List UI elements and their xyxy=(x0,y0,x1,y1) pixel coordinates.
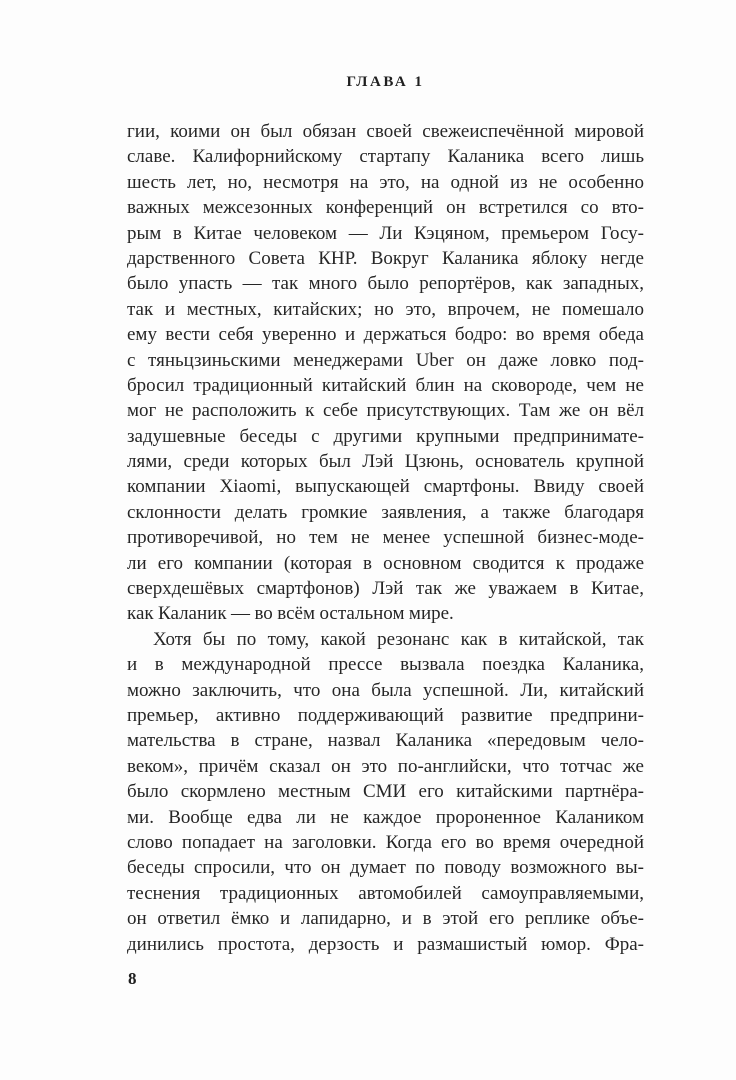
text-line: лями, среди которых был Лэй Цзюнь, основатель крупной xyxy=(127,451,644,473)
text-line: ми. Вообще едва ли не каждое пророненное Калаником xyxy=(127,806,644,828)
text-line: мательства в стране, назвал Каланика «передовым чело- xyxy=(127,730,644,752)
text-line: склонности делать громкие заявления, а также благодаря xyxy=(127,501,644,523)
text-line: бросил традиционный китайский блин на сковороде, чем не xyxy=(127,374,644,396)
text-line: ему вести себя уверенно и держаться бодро: во время обеда xyxy=(127,324,644,346)
text-line: так и местных, китайских; но это, впрочем, не помешало xyxy=(127,298,644,320)
text-line: он ответил ёмко и лапидарно, и в этой его реплике объе- xyxy=(127,908,644,930)
text-line: гии, коими он был обязан своей свежеиспечённой мировой xyxy=(127,121,644,142)
text-line: и в международной прессе вызвала поездка Каланика, xyxy=(127,654,644,676)
text-block xyxy=(127,119,644,957)
text-line: славе. Калифорнийскому стартапу Каланика всего лишь xyxy=(127,146,644,168)
text-line: было скормлено местным СМИ его китайскими партнёра- xyxy=(127,781,644,803)
text-line: противоречивой, но тем не менее успешной бизнес-моде- xyxy=(127,527,644,549)
text-line: теснения традиционных автомобилей самоуправляемыми, xyxy=(127,882,644,904)
text-line: было упасть — так много было репортёров, как западных, xyxy=(127,273,644,295)
text-line: как Каланик — во всём остальном мире. xyxy=(127,603,454,625)
text-line: веком», причём сказал он это по-английски, что тотчас же xyxy=(127,755,644,777)
text-line: слово попадает на заголовки. Когда его во время очередной xyxy=(127,831,644,853)
text-line: важных межсезонных конференций он встретился со вто- xyxy=(127,197,644,219)
text-line: премьер, активно поддерживающий развитие предприни- xyxy=(127,704,644,726)
text-line: Хотя бы по тому, какой резонанс как в китайской, так xyxy=(153,628,644,650)
text-line: ли его компании (которая в основном сводится к продаже xyxy=(127,552,644,574)
text-line: с тяньцзиньскими менеджерами Uber он даже ловко под- xyxy=(127,349,644,371)
text-line: задушевные беседы с другими крупными предпринимате- xyxy=(127,425,644,447)
text-line: беседы спросили, что он думает по поводу возможного вы- xyxy=(127,857,644,879)
text-line: мог не расположить к себе присутствующих. Там же он вёл xyxy=(127,400,644,422)
text-line: динились простота, дерзость и размашистый юмор. Фра- xyxy=(127,933,644,955)
text-line: можно заключить, что она была успешной. Ли, китайский xyxy=(127,679,644,701)
text-line: рым в Китае человеком — Ли Кэцяном, премьером Госу- xyxy=(127,222,644,244)
text-line: дарственного Совета КНР. Вокруг Каланика яблоку негде xyxy=(127,247,644,269)
page-number: 8 xyxy=(128,969,137,988)
chapter-header: ГЛАВА 1 xyxy=(346,74,425,90)
text-line: компании Xiaomi, выпускающей смартфоны. Ввиду своей xyxy=(127,476,644,498)
text-line: сверхдешёвых смартфонов) Лэй так же уважаем в Китае, xyxy=(127,578,644,600)
text-line: шесть лет, но, несмотря на это, на одной из не особенно xyxy=(127,171,644,193)
